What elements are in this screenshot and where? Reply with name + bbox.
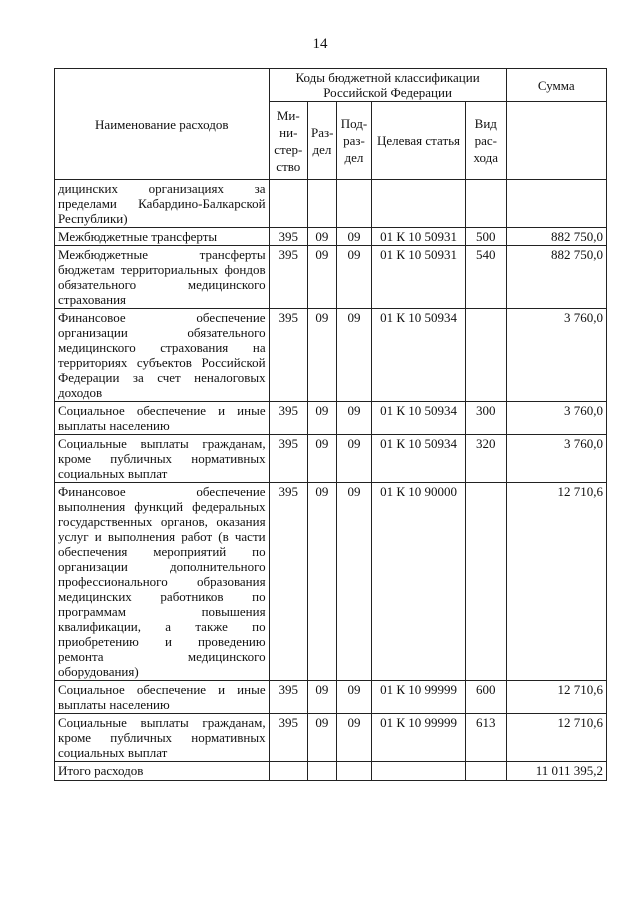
row-name: Финансовое обеспечение организации обязательного медицинского страхования на территориях субъектов Российской Федерации за счет неналоговых доходов bbox=[55, 309, 270, 402]
header-type: Вид рас-хода bbox=[466, 102, 507, 180]
table-row bbox=[55, 435, 607, 483]
row-type: 500 bbox=[466, 228, 507, 246]
row-name: Межбюджетные трансферты бюджетам территориальных фондов обязательного медицинского страхования bbox=[55, 246, 270, 309]
row-ministry: 395 bbox=[269, 309, 307, 402]
row-sum: 11 011 395,2 bbox=[506, 762, 606, 781]
row-target: 01 К 10 50934 bbox=[372, 435, 466, 483]
row-type bbox=[466, 180, 507, 228]
budget-table bbox=[54, 68, 607, 781]
row-target: 01 К 10 50931 bbox=[372, 246, 466, 309]
row-name: Социальные выплаты гражданам, кроме публичных нормативных социальных выплат bbox=[55, 435, 270, 483]
row-sum bbox=[506, 180, 606, 228]
row-sum: 12 710,6 bbox=[506, 483, 606, 681]
row-ministry: 395 bbox=[269, 681, 307, 714]
table-row bbox=[55, 228, 607, 246]
row-sum: 882 750,0 bbox=[506, 228, 606, 246]
row-type: 600 bbox=[466, 681, 507, 714]
page-number: 14 bbox=[312, 36, 328, 52]
row-subsection: 09 bbox=[336, 681, 371, 714]
row-section: 09 bbox=[308, 309, 337, 402]
row-sum: 12 710,6 bbox=[506, 714, 606, 762]
header-section: Раз-дел bbox=[308, 102, 337, 180]
row-subsection: 09 bbox=[336, 246, 371, 309]
row-target: 01 К 10 99999 bbox=[372, 714, 466, 762]
table-row bbox=[55, 309, 607, 402]
table-row bbox=[55, 483, 607, 681]
row-name: Социальное обеспечение и иные выплаты населению bbox=[55, 681, 270, 714]
row-sum: 3 760,0 bbox=[506, 435, 606, 483]
header-sum: Сумма bbox=[506, 69, 606, 102]
row-section: 09 bbox=[308, 228, 337, 246]
row-ministry: 395 bbox=[269, 246, 307, 309]
row-subsection: 09 bbox=[336, 714, 371, 762]
table-row bbox=[55, 180, 607, 228]
row-name: Межбюджетные трансферты bbox=[55, 228, 270, 246]
row-subsection: 09 bbox=[336, 435, 371, 483]
row-subsection: 09 bbox=[336, 483, 371, 681]
row-section: 09 bbox=[308, 402, 337, 435]
row-name: Социальные выплаты гражданам, кроме публичных нормативных социальных выплат bbox=[55, 714, 270, 762]
header-codes: Коды бюджетной классификации Российской Федерации bbox=[269, 69, 506, 102]
row-target: 01 К 10 90000 bbox=[372, 483, 466, 681]
row-ministry: 395 bbox=[269, 483, 307, 681]
row-ministry bbox=[269, 762, 307, 781]
row-ministry: 395 bbox=[269, 714, 307, 762]
row-type bbox=[466, 483, 507, 681]
header-sum-blank bbox=[506, 102, 606, 180]
row-type: 300 bbox=[466, 402, 507, 435]
row-ministry: 395 bbox=[269, 402, 307, 435]
row-sum: 882 750,0 bbox=[506, 246, 606, 309]
table-row bbox=[55, 714, 607, 762]
row-section: 09 bbox=[308, 681, 337, 714]
row-section: 09 bbox=[308, 435, 337, 483]
row-ministry bbox=[269, 180, 307, 228]
row-ministry: 395 bbox=[269, 228, 307, 246]
row-sum: 3 760,0 bbox=[506, 402, 606, 435]
row-name: дицинских организациях за пределами Кабардино-Балкарской Республики) bbox=[55, 180, 270, 228]
header-name: Наименование расходов bbox=[55, 69, 270, 180]
header-ministry: Ми-ни-стер-ство bbox=[269, 102, 307, 180]
row-target: 01 К 10 99999 bbox=[372, 681, 466, 714]
row-name: Итого расходов bbox=[55, 762, 270, 781]
header-target: Целевая статья bbox=[372, 102, 466, 180]
row-section bbox=[308, 180, 337, 228]
row-name: Финансовое обеспечение выполнения функций федеральных государственных органов, оказания услуг и выполнения работ (в части обеспечения мероприятий по организации дополнительного профессионального образования медицинских работников по программам повышения квалификации, а также по приобретению и проведению ремонта медицинского оборудования) bbox=[55, 483, 270, 681]
table-row bbox=[55, 681, 607, 714]
row-subsection: 09 bbox=[336, 402, 371, 435]
row-type: 540 bbox=[466, 246, 507, 309]
row-ministry: 395 bbox=[269, 435, 307, 483]
row-name: Социальное обеспечение и иные выплаты населению bbox=[55, 402, 270, 435]
row-subsection: 09 bbox=[336, 228, 371, 246]
row-subsection: 09 bbox=[336, 309, 371, 402]
table-row bbox=[55, 402, 607, 435]
row-type bbox=[466, 762, 507, 781]
row-type: 320 bbox=[466, 435, 507, 483]
row-section: 09 bbox=[308, 246, 337, 309]
total-row bbox=[55, 762, 607, 781]
row-target: 01 К 10 50934 bbox=[372, 309, 466, 402]
row-sum: 12 710,6 bbox=[506, 681, 606, 714]
row-section: 09 bbox=[308, 714, 337, 762]
row-section bbox=[308, 762, 337, 781]
row-target bbox=[372, 762, 466, 781]
row-target bbox=[372, 180, 466, 228]
row-target: 01 К 10 50934 bbox=[372, 402, 466, 435]
row-section: 09 bbox=[308, 483, 337, 681]
row-type bbox=[466, 309, 507, 402]
row-subsection bbox=[336, 180, 371, 228]
table-row bbox=[55, 246, 607, 309]
row-type: 613 bbox=[466, 714, 507, 762]
row-target: 01 К 10 50931 bbox=[372, 228, 466, 246]
row-subsection bbox=[336, 762, 371, 781]
row-sum: 3 760,0 bbox=[506, 309, 606, 402]
header-subsection: Под-раз-дел bbox=[336, 102, 371, 180]
